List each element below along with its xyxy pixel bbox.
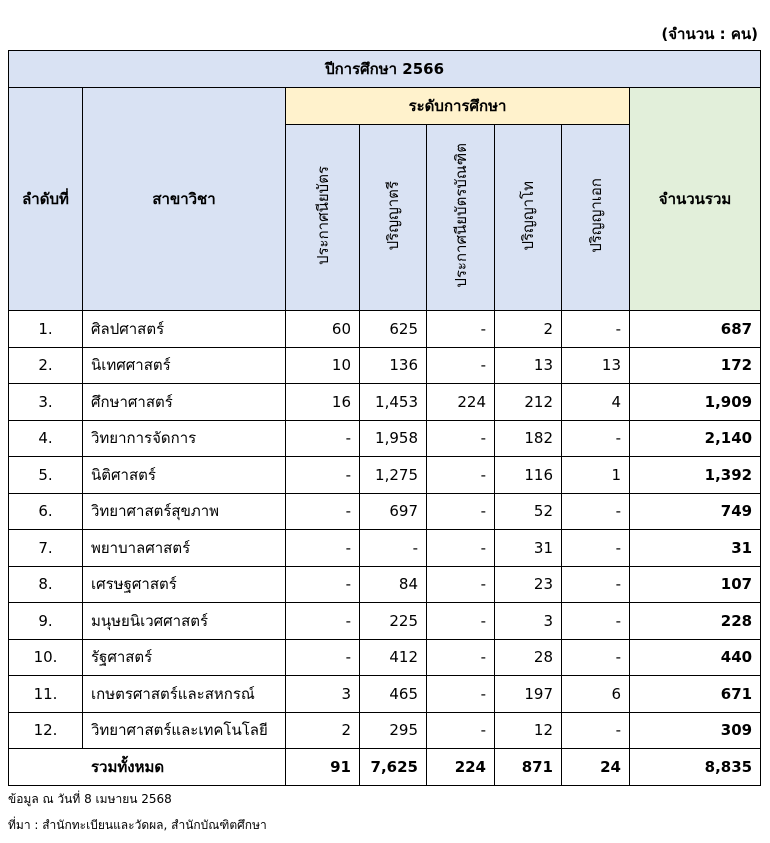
level-count: - <box>427 311 495 348</box>
level-count: 224 <box>427 384 495 421</box>
table-row <box>9 603 761 640</box>
level-count: 225 <box>360 603 427 640</box>
row-number: 1. <box>9 311 83 348</box>
level-count: 412 <box>360 639 427 676</box>
table-row <box>9 712 761 749</box>
field-name: นิติศาสตร์ <box>83 457 286 494</box>
header-no: ลำดับที่ <box>9 88 83 311</box>
row-total: 1,392 <box>630 457 761 494</box>
level-count: - <box>286 639 360 676</box>
row-total: 440 <box>630 639 761 676</box>
row-total: 1,909 <box>630 384 761 421</box>
summary-label: รวมทั้งหมด <box>9 749 286 786</box>
level-count: - <box>427 603 495 640</box>
year-title: ปีการศึกษา 2566 <box>9 51 761 88</box>
row-total: 2,140 <box>630 420 761 457</box>
level-count: - <box>427 493 495 530</box>
level-count: 4 <box>562 384 630 421</box>
table-row <box>9 457 761 494</box>
level-count: 52 <box>495 493 562 530</box>
level-count: - <box>562 639 630 676</box>
table-row <box>9 566 761 603</box>
header-level-bachelor: ปริญญาตรี <box>360 125 427 311</box>
row-number: 12. <box>9 712 83 749</box>
field-name: เกษตรศาสตร์และสหกรณ์ <box>83 676 286 713</box>
level-count: - <box>562 420 630 457</box>
summary-row <box>9 749 761 786</box>
row-number: 4. <box>9 420 83 457</box>
level-count: 3 <box>286 676 360 713</box>
footnote-source: ที่มา : สำนักทะเบียนและวัดผล, สำนักบัณฑิตศึกษา <box>8 818 267 832</box>
level-count: - <box>427 712 495 749</box>
field-name: พยาบาลศาสตร์ <box>83 530 286 567</box>
table-row <box>9 530 761 567</box>
level-count: - <box>562 603 630 640</box>
level-count: 1,275 <box>360 457 427 494</box>
field-name: ศิลปศาสตร์ <box>83 311 286 348</box>
level-count: - <box>562 712 630 749</box>
level-count: - <box>562 530 630 567</box>
level-count: - <box>427 347 495 384</box>
level-count: - <box>427 420 495 457</box>
level-count: 136 <box>360 347 427 384</box>
level-count: 28 <box>495 639 562 676</box>
level-count: 16 <box>286 384 360 421</box>
level-count: - <box>562 311 630 348</box>
row-number: 2. <box>9 347 83 384</box>
row-number: 9. <box>9 603 83 640</box>
field-name: วิทยาศาสตร์สุขภาพ <box>83 493 286 530</box>
level-count: - <box>286 530 360 567</box>
table-row <box>9 676 761 713</box>
level-count: 625 <box>360 311 427 348</box>
header-level-doctoral: ปริญญาเอก <box>562 125 630 311</box>
level-count: 13 <box>562 347 630 384</box>
level-count: - <box>427 530 495 567</box>
header-level-certificate: ประกาศนียบัตร <box>286 125 360 311</box>
level-count: - <box>427 676 495 713</box>
level-count: 465 <box>360 676 427 713</box>
header-total: จำนวนรวม <box>630 88 761 311</box>
table-row <box>9 420 761 457</box>
table-row <box>9 311 761 348</box>
field-name: ศึกษาศาสตร์ <box>83 384 286 421</box>
header-field: สาขาวิชา <box>83 88 286 311</box>
table-row <box>9 493 761 530</box>
level-count: 116 <box>495 457 562 494</box>
level-count: - <box>286 493 360 530</box>
field-name: วิทยาการจัดการ <box>83 420 286 457</box>
level-count: 60 <box>286 311 360 348</box>
level-count: - <box>427 457 495 494</box>
row-number: 11. <box>9 676 83 713</box>
level-count: 295 <box>360 712 427 749</box>
field-name: นิเทศศาสตร์ <box>83 347 286 384</box>
level-count: 697 <box>360 493 427 530</box>
summary-level-count: 224 <box>427 749 495 786</box>
level-count: - <box>360 530 427 567</box>
row-total: 687 <box>630 311 761 348</box>
row-number: 10. <box>9 639 83 676</box>
level-count: - <box>562 493 630 530</box>
level-count: 2 <box>286 712 360 749</box>
row-total: 228 <box>630 603 761 640</box>
footnote-date: ข้อมูล ณ วันที่ 8 เมษายน 2568 <box>8 792 172 806</box>
table-row <box>9 384 761 421</box>
level-count: - <box>286 603 360 640</box>
level-count: 31 <box>495 530 562 567</box>
row-total: 749 <box>630 493 761 530</box>
row-total: 107 <box>630 566 761 603</box>
level-count: 212 <box>495 384 562 421</box>
level-count: - <box>286 566 360 603</box>
row-total: 31 <box>630 530 761 567</box>
level-count: - <box>286 420 360 457</box>
level-count: 12 <box>495 712 562 749</box>
header-level-master: ปริญญาโท <box>495 125 562 311</box>
level-count: - <box>562 566 630 603</box>
summary-level-count: 24 <box>562 749 630 786</box>
header-level-group: ระดับการศึกษา <box>286 88 630 125</box>
level-count: 1,453 <box>360 384 427 421</box>
summary-level-count: 7,625 <box>360 749 427 786</box>
summary-level-count: 871 <box>495 749 562 786</box>
row-number: 7. <box>9 530 83 567</box>
level-count: 2 <box>495 311 562 348</box>
level-count: 1,958 <box>360 420 427 457</box>
row-number: 6. <box>9 493 83 530</box>
unit-note: (จำนวน : คน) <box>661 25 758 43</box>
level-count: - <box>286 457 360 494</box>
level-count: 13 <box>495 347 562 384</box>
header-level-graduate-diploma: ประกาศนียบัตรบัณฑิต <box>427 125 495 311</box>
level-count: 182 <box>495 420 562 457</box>
row-total: 172 <box>630 347 761 384</box>
level-count: 10 <box>286 347 360 384</box>
table-row <box>9 639 761 676</box>
level-count: - <box>427 639 495 676</box>
field-name: รัฐศาสตร์ <box>83 639 286 676</box>
level-count: 6 <box>562 676 630 713</box>
row-total: 671 <box>630 676 761 713</box>
level-count: 1 <box>562 457 630 494</box>
level-count: 84 <box>360 566 427 603</box>
level-count: - <box>427 566 495 603</box>
level-count: 3 <box>495 603 562 640</box>
enrollment-table <box>8 50 761 786</box>
field-name: มนุษยนิเวศศาสตร์ <box>83 603 286 640</box>
field-name: วิทยาศาสตร์และเทคโนโลยี <box>83 712 286 749</box>
table-row <box>9 347 761 384</box>
level-count: 23 <box>495 566 562 603</box>
summary-total: 8,835 <box>630 749 761 786</box>
field-name: เศรษฐศาสตร์ <box>83 566 286 603</box>
row-number: 3. <box>9 384 83 421</box>
row-number: 5. <box>9 457 83 494</box>
summary-level-count: 91 <box>286 749 360 786</box>
row-number: 8. <box>9 566 83 603</box>
row-total: 309 <box>630 712 761 749</box>
level-count: 197 <box>495 676 562 713</box>
